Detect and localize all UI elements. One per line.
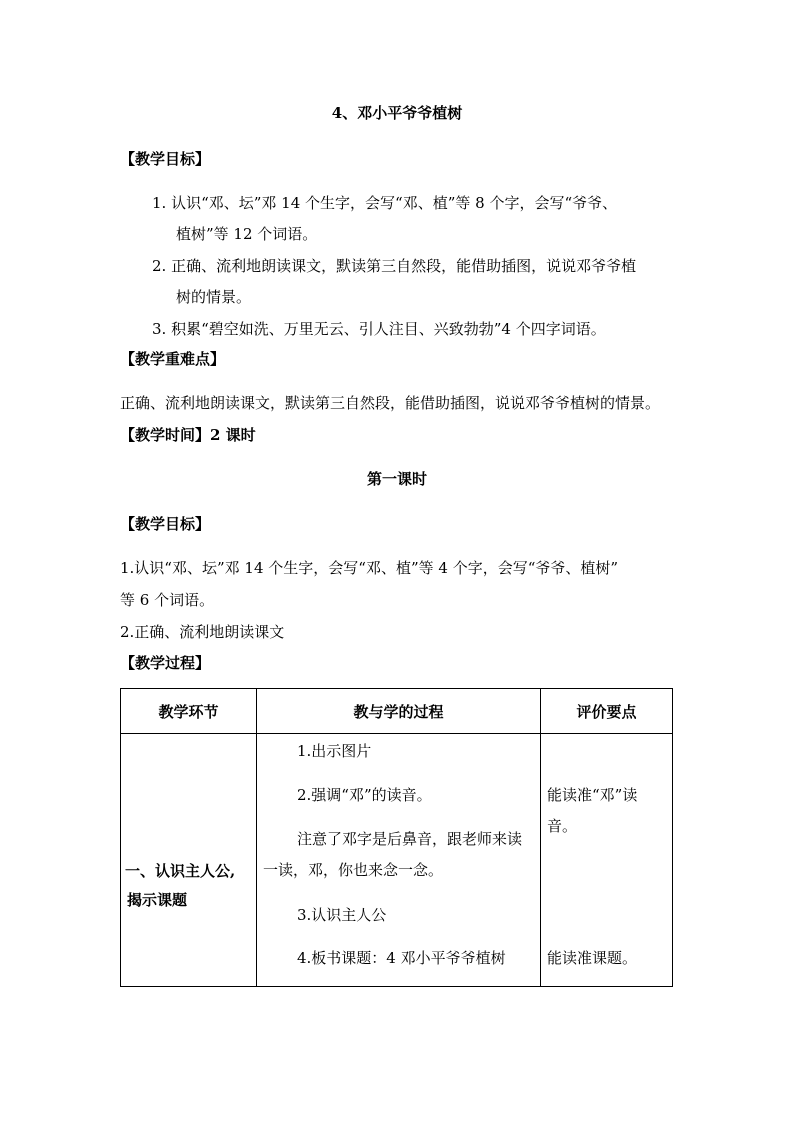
lesson-1-goals-heading: 【教学目标】	[120, 515, 211, 533]
process-step-4: 4.板书课题：4 邓小平爷爷植树	[297, 949, 506, 967]
document-title: 4、邓小平爷爷植树	[331, 104, 463, 122]
goal-2-line-2: 树的情景。	[176, 288, 252, 306]
goals-heading: 【教学目标】	[120, 150, 211, 168]
process-cell	[257, 734, 541, 987]
table-row	[121, 734, 673, 987]
stage-line-1: 一、认识主人公,	[125, 862, 236, 880]
table-header-row	[121, 689, 673, 734]
lesson-1-goal-1-line-2: 等 6 个词语。	[120, 591, 215, 609]
lesson-1-goal-2: 2.正确、流利地朗读课文	[120, 623, 285, 641]
teaching-process-table	[120, 688, 673, 987]
process-note-line-1: 注意了邓字是后鼻音，跟老师来读	[297, 830, 523, 848]
process-heading: 【教学过程】	[120, 654, 211, 672]
key-points-heading: 【教学重难点】	[120, 350, 226, 368]
process-step-2: 2.强调“邓”的读音。	[297, 786, 432, 804]
header-evaluation: 评价要点	[541, 689, 673, 734]
teaching-time-value: 2 课时	[210, 426, 256, 444]
key-points-text: 正确、流利地朗读课文，默读第三自然段，能借助插图，说说邓爷爷植树的情景。	[120, 394, 661, 412]
evaluation-cell	[541, 734, 673, 987]
teaching-time-heading: 【教学时间】	[120, 426, 211, 444]
process-step-1: 1.出示图片	[297, 742, 372, 760]
goal-1-line-1: 1. 认识“邓、坛”邓 14 个生字，会写“邓、植”等 8 个字，会写“爷爷、	[152, 194, 618, 212]
lesson-1-goal-1-line-1: 1.认识“邓、坛”邓 14 个生字，会写“邓、植”等 4 个字，会写“爷爷、植树”	[120, 559, 619, 577]
evaluation-line-2: 音。	[547, 817, 578, 835]
lesson-1-title: 第一课时	[366, 470, 427, 488]
goal-1-line-2: 植树”等 12 个词语。	[176, 225, 318, 243]
teaching-time	[120, 424, 256, 445]
process-note-line-2: 一读，邓，你也来念一念。	[263, 861, 444, 879]
evaluation-line-1: 能读准“邓”读	[547, 786, 638, 804]
process-step-3: 3.认识主人公	[297, 906, 387, 924]
evaluation-line-3: 能读准课题。	[547, 949, 638, 967]
header-process: 教与学的过程	[257, 689, 541, 734]
goal-3-line-1: 3. 积累“碧空如洗、万里无云、引人注目、兴致勃勃”4 个四字词语。	[152, 320, 606, 338]
stage-cell	[121, 734, 257, 987]
stage-line-2: 揭示课题	[127, 891, 188, 909]
header-stage: 教学环节	[121, 689, 257, 734]
goal-2-line-1: 2. 正确、流利地朗读课文，默读第三自然段，能借助插图，说说邓爷爷植	[152, 257, 637, 275]
